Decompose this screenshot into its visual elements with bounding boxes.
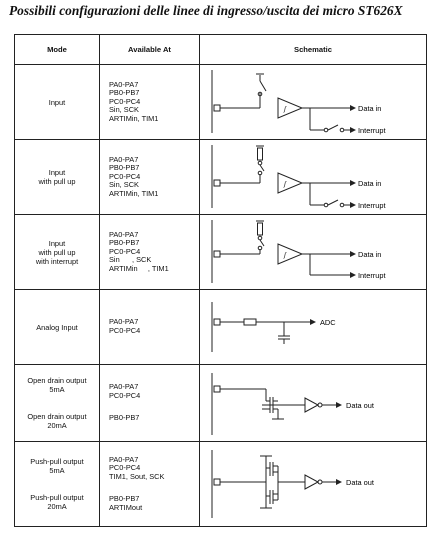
schematic-cell	[200, 65, 427, 140]
mode-label: with pull up	[38, 177, 76, 186]
input-pullup-interrupt-schematic-diagram	[200, 215, 426, 289]
pin-label: PC0-PC4	[109, 326, 141, 335]
pin-label: PC0-PC4	[109, 246, 141, 256]
schematic-cell	[200, 140, 427, 215]
pins-cell	[100, 215, 200, 290]
table-header-row	[15, 35, 427, 65]
mode-label: Input	[48, 97, 66, 107]
pin-label: ARTIMout	[109, 502, 143, 512]
adc-label: ADC	[320, 318, 336, 327]
schematic-cell	[200, 365, 427, 442]
data-in-label: Data in	[358, 179, 382, 188]
interrupt-label: Interrupt	[358, 126, 386, 135]
pin-label: PB0-PB7	[109, 413, 140, 423]
pin-label: PB0-PB7	[109, 88, 140, 98]
data-in-label: Data in	[358, 104, 382, 113]
mode-label: 5mA	[49, 466, 65, 475]
pins-cell	[100, 65, 200, 140]
svg-text:ʃ: ʃ	[284, 105, 287, 113]
analog-input-schematic-diagram	[200, 290, 426, 364]
mode-label: with pull up	[38, 247, 76, 257]
input-pullup-schematic-diagram	[200, 140, 426, 214]
mode-label: Push-pull output	[30, 493, 84, 502]
pin-label: Sin , SCK	[109, 255, 152, 265]
interrupt-label: Interrupt	[358, 201, 386, 210]
mode-label: Open drain output	[27, 376, 87, 385]
header-mode: Mode	[15, 35, 100, 65]
mode-cell	[15, 140, 100, 215]
pin-label: PB0-PB7	[109, 494, 140, 504]
table-row	[15, 65, 427, 140]
pins-cell	[100, 290, 200, 365]
mode-label: Input	[48, 168, 66, 177]
push-pull-schematic-diagram	[200, 442, 426, 526]
pin-label: PB0-PB7	[109, 163, 140, 173]
mode-label: 5mA	[49, 385, 65, 394]
schematic-cell	[200, 442, 427, 527]
page-title: Possibili configurazioni delle linee di ingresso/uscita dei micro ST626X	[9, 3, 403, 18]
mode-label: Push-pull output	[30, 457, 84, 466]
mode-cell	[15, 65, 100, 140]
pin-label: Sin, SCK	[109, 180, 139, 190]
mode-cell	[15, 442, 100, 527]
pin-label: PA0-PA7	[109, 154, 139, 164]
pins-cell	[100, 140, 200, 215]
pins-cell	[100, 365, 200, 442]
header-schematic: Schematic	[200, 35, 427, 65]
pin-label: PA0-PA7	[109, 454, 139, 464]
pin-label: PC0-PC4	[109, 171, 141, 181]
data-out-label: Data out	[346, 478, 374, 487]
pin-label: PA0-PA7	[109, 229, 139, 239]
pin-label: PA0-PA7	[109, 382, 139, 392]
pin-label: PB0-PB7	[109, 238, 140, 248]
svg-text:ʃ: ʃ	[284, 251, 287, 259]
pin-label: PC0-PC4	[109, 96, 141, 106]
pin-label: ARTIMin, TIM1	[109, 113, 159, 123]
svg-text:ʃ: ʃ	[284, 180, 287, 188]
mode-cell	[15, 290, 100, 365]
mode-label: Open drain output	[27, 412, 87, 421]
pin-label: Sin, SCK	[109, 105, 139, 115]
table-row	[15, 140, 427, 215]
pin-label: ARTIMin, TIM1	[109, 188, 159, 198]
header-available-at: Available At	[100, 35, 200, 65]
open-drain-schematic-diagram	[200, 365, 426, 441]
pin-label: PC0-PC4	[109, 463, 141, 473]
pin-label: PC0-PC4	[109, 390, 141, 400]
mode-label: with interrupt	[35, 256, 79, 266]
pin-label: PA0-PA7	[109, 79, 139, 89]
pin-label: ARTIMin , TIM1	[109, 263, 169, 273]
schematic-cell	[200, 290, 427, 365]
table-row	[15, 290, 427, 365]
schematic-cell	[200, 215, 427, 290]
mode-label: Analog Input	[36, 322, 78, 332]
mode-cell	[15, 215, 100, 290]
pin-label: PA0-PA7	[109, 317, 139, 327]
table-row	[15, 442, 427, 527]
io-configuration-table	[14, 34, 427, 527]
pin-label: TIM1, Sout, SCK	[109, 471, 165, 481]
data-out-label: Data out	[346, 401, 374, 410]
input-schematic-diagram	[200, 65, 426, 139]
mode-label: 20mA	[47, 421, 67, 430]
table-row	[15, 365, 427, 442]
mode-label: 20mA	[47, 502, 67, 511]
mode-label: Input	[48, 238, 66, 248]
data-in-label: Data in	[358, 250, 382, 259]
mode-cell	[15, 365, 100, 442]
table-row	[15, 215, 427, 290]
interrupt-label: Interrupt	[358, 271, 386, 280]
pins-cell	[100, 442, 200, 527]
